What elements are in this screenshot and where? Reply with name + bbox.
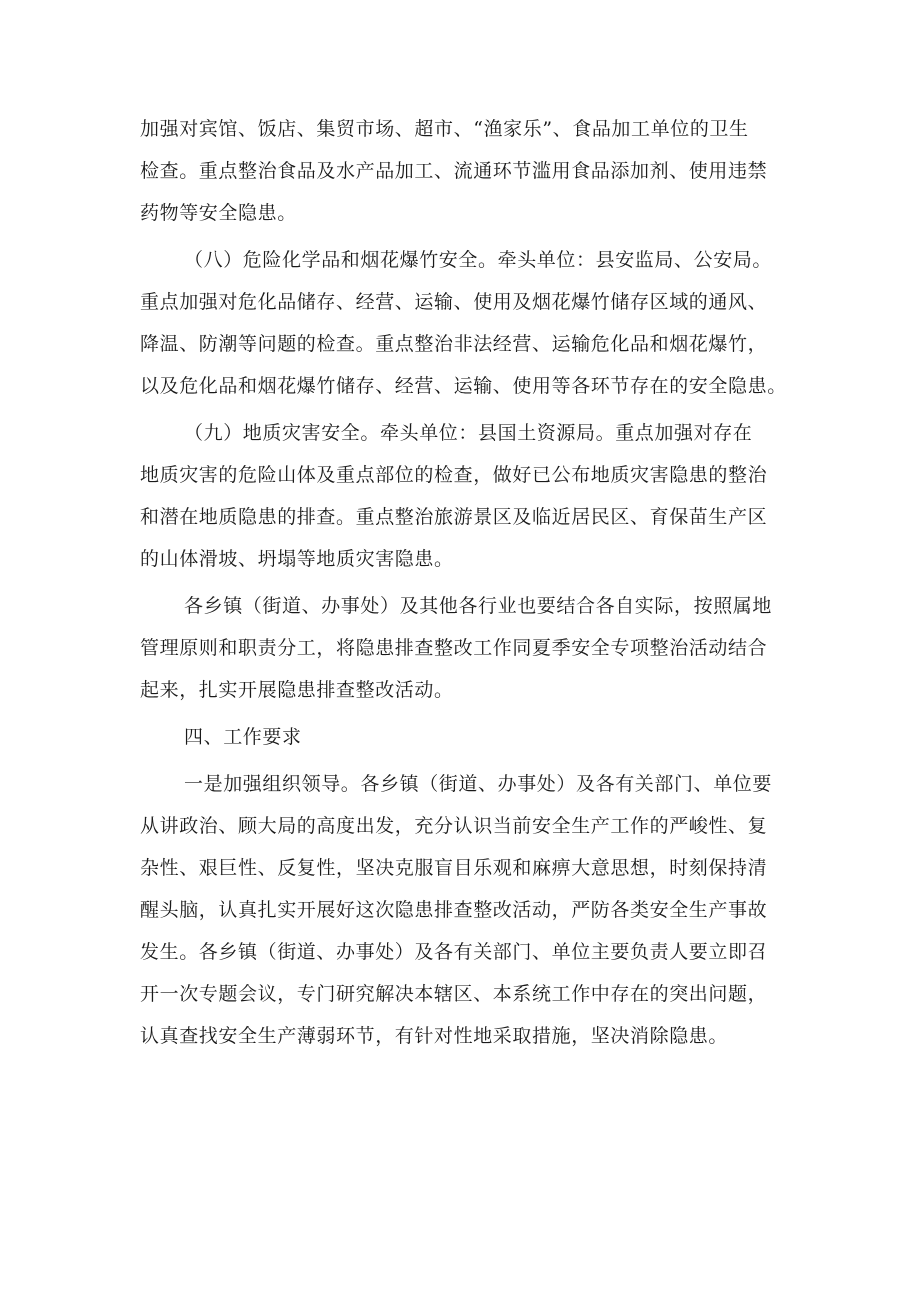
text-line: 醒头脑，认真扎实开展好这次隐患排查整改活动，严防各类安全生产事故 (140, 899, 768, 921)
paragraph-hazardous-chemicals (140, 239, 800, 407)
text-line: 杂性、艰巨性、反复性，坚决克服盲目乐观和麻痹大意思想，时刻保持清 (140, 857, 768, 879)
text-line: 加强对宾馆、饭店、集贸市场、超市、“渔家乐”、食品加工单位的卫生 (140, 118, 749, 140)
text-line: 认真查找安全生产薄弱环节，有针对性地采取措施，坚决消除隐患。 (140, 1025, 729, 1047)
text-line: （九）地质灾害安全。牵头单位：县国土资源局。重点加强对存在 (184, 422, 753, 444)
text-line: 检查。重点整治食品及水产品加工、流通环节滥用食品添加剂、使用违禁 (140, 160, 768, 182)
text-line: 开一次专题会议，专门研究解决本辖区、本系统工作中存在的突出问题， (140, 983, 768, 1005)
text-line: 起来，扎实开展隐患排查整改活动。 (140, 679, 454, 701)
text-line: 管理原则和职责分工，将隐患排查整改工作同夏季安全专项整治活动结合 (140, 637, 768, 659)
paragraph-food-safety (140, 108, 800, 234)
text-line: 一是加强组织领导。各乡镇（街道、办事处）及各有关部门、单位要 (184, 773, 773, 795)
text-line: 的山体滑坡、坍塌等地质灾害隐患。 (140, 548, 454, 570)
text-line: 从讲政治、顾大局的高度出发，充分认识当前安全生产工作的严峻性、复 (140, 815, 768, 837)
paragraph-organization-leadership (140, 763, 800, 1057)
paragraph-geological-disaster (140, 412, 800, 580)
section-heading: 四、工作要求 (184, 726, 302, 748)
text-line: 发生。各乡镇（街道、办事处）及各有关部门、单位主要负责人要立即召 (140, 941, 768, 963)
text-line: 重点加强对危化品储存、经营、运输、使用及烟花爆竹储存区域的通风、 (140, 291, 768, 313)
section-heading-work-requirements (140, 716, 800, 758)
text-line: 以及危化品和烟花爆竹储存、经营、运输、使用等各环节存在的安全隐患。 (140, 375, 787, 397)
paragraph-townships (140, 585, 800, 711)
text-line: 药物等安全隐患。 (140, 202, 297, 224)
text-line: 地质灾害的危险山体及重点部位的检查，做好已公布地质灾害隐患的整治 (140, 464, 768, 486)
text-line: 和潜在地质隐患的排查。重点整治旅游景区及临近居民区、育保苗生产区 (140, 506, 768, 528)
text-line: （八）危险化学品和烟花爆竹安全。牵头单位：县安监局、公安局。 (184, 249, 773, 271)
text-line: 降温、防潮等问题的检查。重点整治非法经营、运输危化品和烟花爆竹， (140, 333, 768, 355)
document-page (140, 108, 800, 1057)
text-line: 各乡镇（街道、办事处）及其他各行业也要结合各自实际，按照属地 (184, 595, 773, 617)
